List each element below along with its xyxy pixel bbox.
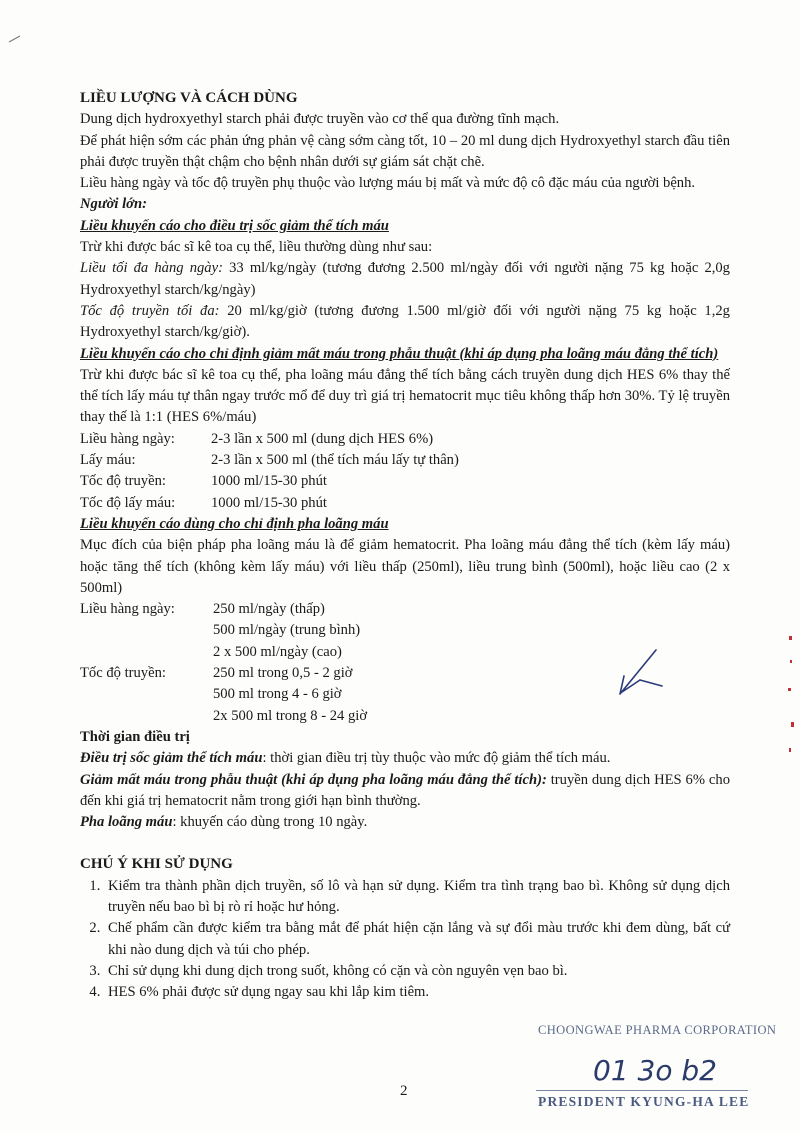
text: : khuyến cáo dùng trong 10 ngày. xyxy=(172,814,368,831)
max-rate xyxy=(80,301,730,344)
subheading-surgery: Liều khuyến cáo cho chỉ định giảm mất máu trong phẫu thuật (khi áp dụng pha loãng máu đẳng thể tích) xyxy=(80,345,719,362)
list-item: 1. Kiểm tra thành phần dịch truyền, số lô và hạn sử dụng. Kiểm tra tình trạng bao bì. Không sử dụng dịch truyền nếu bao bì bị rò rỉ hoặc hư hỏng. xyxy=(104,876,730,919)
dilution-daily-row xyxy=(80,599,730,620)
row-value: 1000 ml/15-30 phút xyxy=(211,494,327,511)
dilution-rate-row xyxy=(80,706,730,727)
row-value: 500 ml/ngày (trung bình) xyxy=(213,622,361,639)
section-heading-precautions: CHÚ Ý KHI SỬ DỤNG xyxy=(80,856,233,873)
list-item: 2. Chế phẩm cần được kiểm tra bằng mắt để phát hiện cặn lắng và sự đổi màu trước khi đem dùng, bất cứ khi nào dung dịch và túi cho phép. xyxy=(104,918,730,961)
row-label: Tốc độ lấy máu: xyxy=(80,494,176,511)
duration-shock xyxy=(80,748,730,769)
row-value: 2 x 500 ml/ngày (cao) xyxy=(213,643,342,660)
row-value: 500 ml trong 4 - 6 giờ xyxy=(213,686,342,703)
signature-line xyxy=(536,1090,748,1091)
text: 20 ml/kg/giờ (tương đương 1.500 ml/giờ đối với người nặng 75 kg hoặc 1,2g Hydroxyethyl starch/kg/giờ). xyxy=(80,302,730,341)
max-daily-dose xyxy=(80,258,730,301)
text: : thời gian điều trị tùy thuộc vào mức độ giảm thể tích máu. xyxy=(262,750,611,767)
list-item: 4. HES 6% phải được sử dụng ngay sau khi lắp kim tiêm. xyxy=(104,982,730,1003)
row-value: 2-3 lần x 500 ml (thể tích máu lấy tự thân) xyxy=(211,452,459,469)
text: 33 ml/kg/ngày (tương đương 2.500 ml/ngày đối với người nặng 75 kg hoặc 2,0g Hydroxyethyl starch/kg/ngày) xyxy=(80,260,730,298)
surgery-row xyxy=(80,429,730,450)
section-heading-dosage: LIỀU LƯỢNG VÀ CÁCH DÙNG xyxy=(80,90,298,106)
row-label: Lấy máu: xyxy=(80,452,136,469)
subheading-shock: Liều khuyến cáo cho điều trị sốc giảm thể tích máu xyxy=(80,217,389,234)
row-label: Tốc độ truyền: xyxy=(80,473,166,490)
subheading-duration: Thời gian điều trị xyxy=(80,728,190,745)
scan-mark xyxy=(8,34,22,44)
page-number: 2 xyxy=(400,1083,408,1099)
paragraph: Dung dịch hydroxyethyl starch phải được truyền vào cơ thể qua đường tĩnh mạch. xyxy=(80,111,560,128)
text: truyền dung dịch HES 6% cho đến khi giá trị hematocrit nằm trong giới hạn bình thường. xyxy=(80,771,730,809)
label: Pha loãng máu xyxy=(80,814,173,831)
row-label: Tốc độ truyền: xyxy=(80,665,166,682)
duration-dilution xyxy=(80,812,730,833)
row-value: 2-3 lần x 500 ml (dung dịch HES 6%) xyxy=(211,430,434,447)
subheading-adult: Người lớn: xyxy=(80,196,147,213)
precautions-list xyxy=(80,876,730,1004)
paragraph: Để phát hiện sớm các phản ứng phản vệ càng sớm càng tốt, 10 – 20 ml dung dịch Hydroxyethyl starch đầu tiên phải được truyền thật chậm cho bệnh nhân dưới sự giám sát chặt chẽ. xyxy=(80,132,730,170)
row-value: 250 ml/ngày (thấp) xyxy=(213,601,325,618)
row-value: 1000 ml/15-30 phút xyxy=(211,473,327,490)
handwritten-check-icon xyxy=(610,646,670,706)
paragraph: Trừ khi được bác sĩ kê toa cụ thể, liều thường dùng như sau: xyxy=(80,239,433,256)
row-label: Liều hàng ngày: xyxy=(80,601,175,618)
paragraph: Mục đích của biện pháp pha loãng máu là để giảm hematocrit. Pha loãng máu đẳng thể tích (kèm lấy máu) hoặc tăng thể tích (không kèm lấy máu) với liều thấp (250ml), liều trung bình (500ml), hoặc liều cao (2 x 500ml) xyxy=(80,537,730,596)
subheading-dilution: Liều khuyến cáo dùng cho chỉ định pha loãng máu xyxy=(80,515,389,532)
label: Liều tối đa hàng ngày: xyxy=(80,260,223,277)
row-value: 250 ml trong 0,5 - 2 giờ xyxy=(213,665,353,682)
document-body xyxy=(80,88,730,1003)
paragraph: Trừ khi được bác sĩ kê toa cụ thể, pha loãng máu đẳng thể tích bằng cách truyền dung dịch HES 6% thay thế thể tích lấy máu tự thân ngay trước mổ để duy trì giá trị hematocrit mục tiêu không thấp hơn 30%. Tỷ lệ truyền thay thế là 1:1 (HES 6%/máu) xyxy=(80,366,730,426)
edge-stamp-marks xyxy=(784,630,798,770)
paragraph: Liều hàng ngày và tốc độ truyền phụ thuộc vào lượng máu bị mất và mức độ cô đặc máu của người bệnh. xyxy=(80,175,696,192)
surgery-row xyxy=(80,493,730,514)
list-item: 3. Chỉ sử dụng khi dung dịch trong suốt, không có cặn và còn nguyên vẹn bao bì. xyxy=(104,961,730,982)
president-stamp: PRESIDENT KYUNG-HA LEE xyxy=(538,1094,750,1109)
dilution-daily-row xyxy=(80,620,730,641)
surgery-row xyxy=(80,450,730,471)
handwritten-date: 01 3o b2 xyxy=(593,1054,717,1087)
row-value: 2x 500 ml trong 8 - 24 giờ xyxy=(213,707,368,724)
row-label: Liều hàng ngày: xyxy=(80,430,175,447)
duration-surgery xyxy=(80,770,730,813)
label: Giảm mất máu trong phẫu thuật (khi áp dụng pha loãng máu đẳng thể tích): xyxy=(80,771,547,788)
company-stamp: CHOONGWAE PHARMA CORPORATION xyxy=(538,1023,777,1037)
surgery-row xyxy=(80,471,730,492)
label: Tốc độ truyền tối đa: xyxy=(80,302,220,319)
label: Điều trị sốc giảm thể tích máu xyxy=(80,750,263,767)
